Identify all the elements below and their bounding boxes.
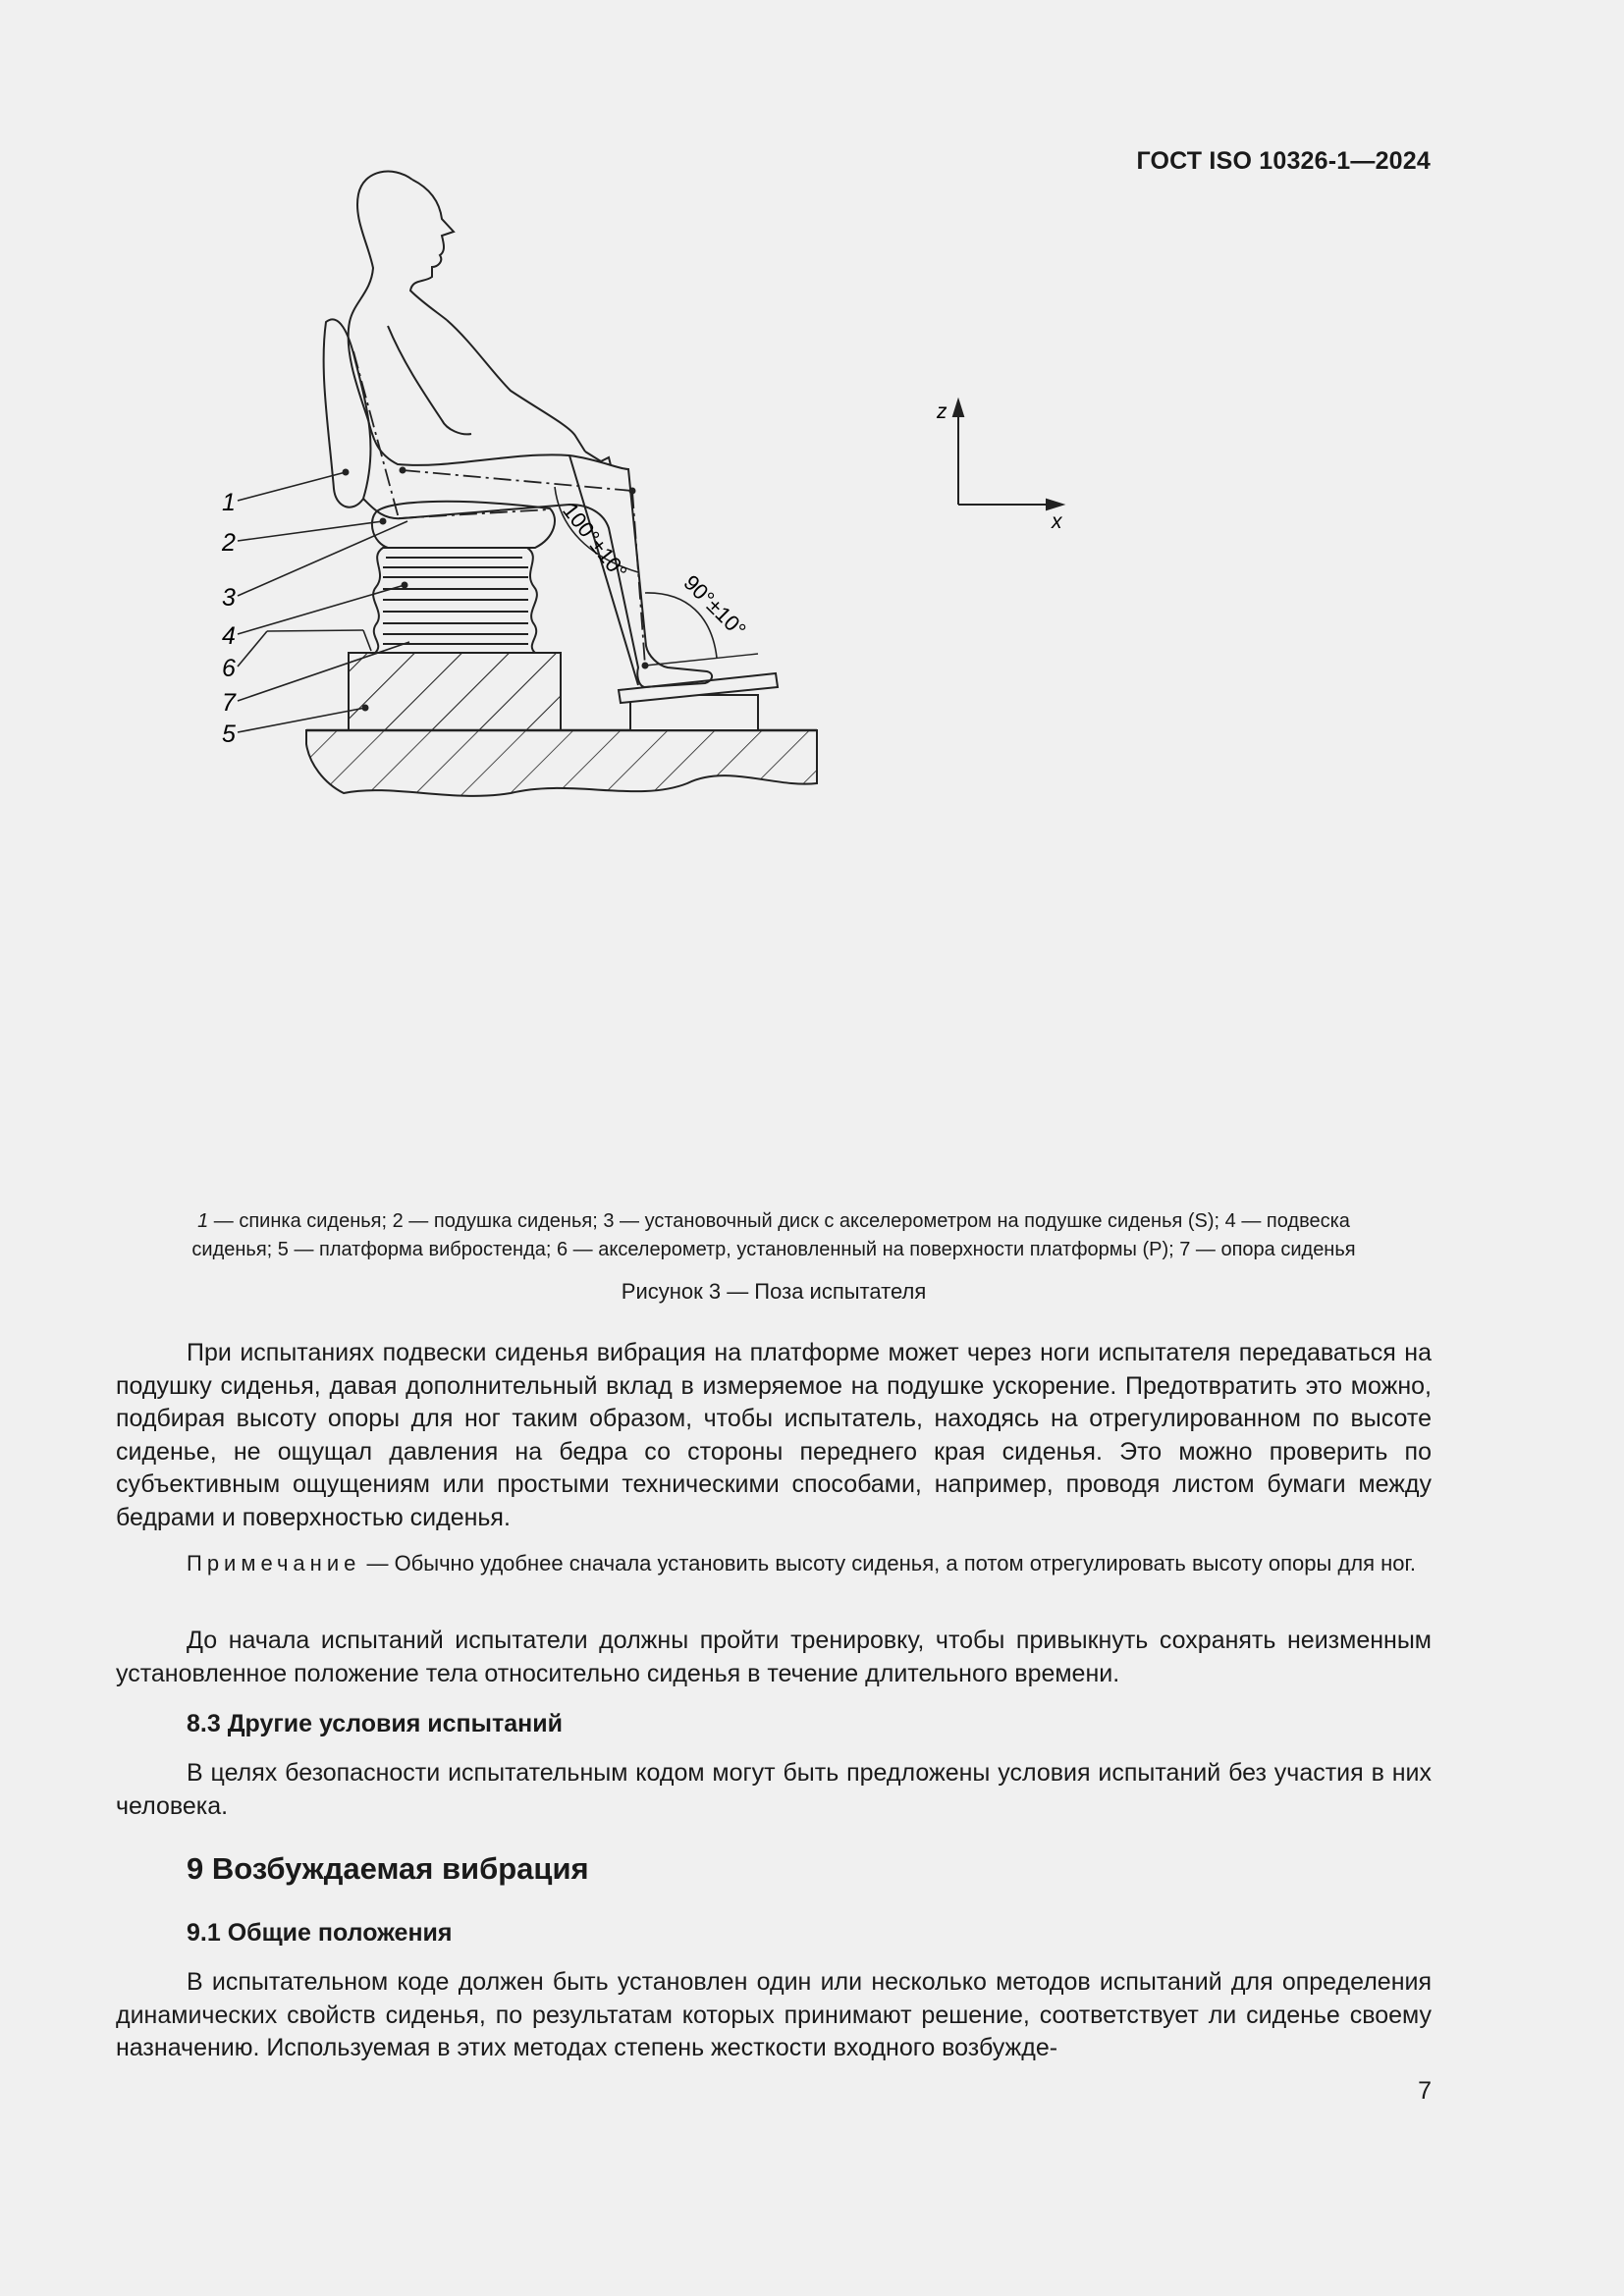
axis-z-label: z (937, 400, 947, 423)
paragraph: В испытательном коде должен быть установлен один или несколько методов испытаний для определения динамических свойств сиденья, по результатам которых принимают решение, соответствует ли сиденье своему назначению. Используемая в этих методах степень жесткости входного возбужде- (116, 1968, 1432, 2061)
figure-legend (116, 1207, 1432, 1264)
legend-line-1: 1 — спинка сиденья; 2 — подушка сиденья; 3 — установочный диск с акселерометром на подушке сиденья (S); 4 — подвеска (197, 1210, 1350, 1232)
paragraph: При испытаниях подвески сиденья вибрация на платформе может через ноги испытателя передаваться на подушку сиденья, давая дополнительный вклад в измеряемое на подушке ускорение. Предотвратить это можно, подбирая высоту опоры для ног таким образом, чтобы испытатель, находясь на отрегулированном по высоте сиденье, не ощущал давления на бедра со стороны переднего края сиденья. Это можно проверить по субъективным ощущениям или простыми техническими способами, например, проводя листом бумаги между бедрами и поверхностью сиденья. (116, 1339, 1432, 1531)
paragraph: До начала испытаний испытатели должны пройти тренировку, чтобы привыкнуть сохранять неизменным установленное положение тела относительно сиденья в течение длительного времени. (116, 1627, 1432, 1687)
figure-test-posture (222, 234, 1227, 1186)
note (116, 1549, 1432, 1577)
note-text: — Обычно удобнее сначала установить высоту сиденья, а потом отрегулировать высоту опоры для ног. (360, 1551, 1416, 1575)
callout-5: 5 (222, 721, 236, 748)
callout-3: 3 (222, 584, 236, 612)
section-heading-8-3: 8.3 Другие условия испытаний (187, 1710, 563, 1737)
callout-1: 1 (222, 489, 236, 516)
seat-suspension-icon (373, 548, 537, 653)
callout-4: 4 (222, 622, 236, 650)
document-header: ГОСТ ISO 10326-1—2024 (1136, 147, 1431, 175)
section-heading-9: 9 Возбуждаемая вибрация (187, 1851, 589, 1886)
footrest-icon (619, 673, 778, 730)
figure-caption: Рисунок 3 — Поза испытателя (621, 1279, 927, 1304)
knee-angle-label: 90°±10° (678, 569, 751, 643)
legend-line-2: сиденья; 5 — платформа вибростенда; 6 — акселерометр, установленный на поверхности платформы (P); 7 — опора сиденья (191, 1239, 1356, 1260)
posture-diagram (222, 234, 1227, 1186)
axes-icon (953, 400, 1062, 509)
section-heading-9-1: 9.1 Общие положения (187, 1919, 453, 1947)
axis-x-label: x (1052, 510, 1062, 533)
note-label: Примечание (187, 1551, 361, 1575)
seat-backrest-icon (324, 319, 371, 507)
callout-2: 2 (222, 529, 236, 557)
callout-6: 6 (222, 655, 236, 682)
hip-angle-label: 100°±10° (558, 498, 632, 584)
page-number: 7 (1418, 2077, 1432, 2105)
paragraph: В целях безопасности испытательным кодом могут быть предложены условия испытаний без участия в них человека. (116, 1759, 1432, 1820)
callout-7: 7 (222, 689, 236, 717)
